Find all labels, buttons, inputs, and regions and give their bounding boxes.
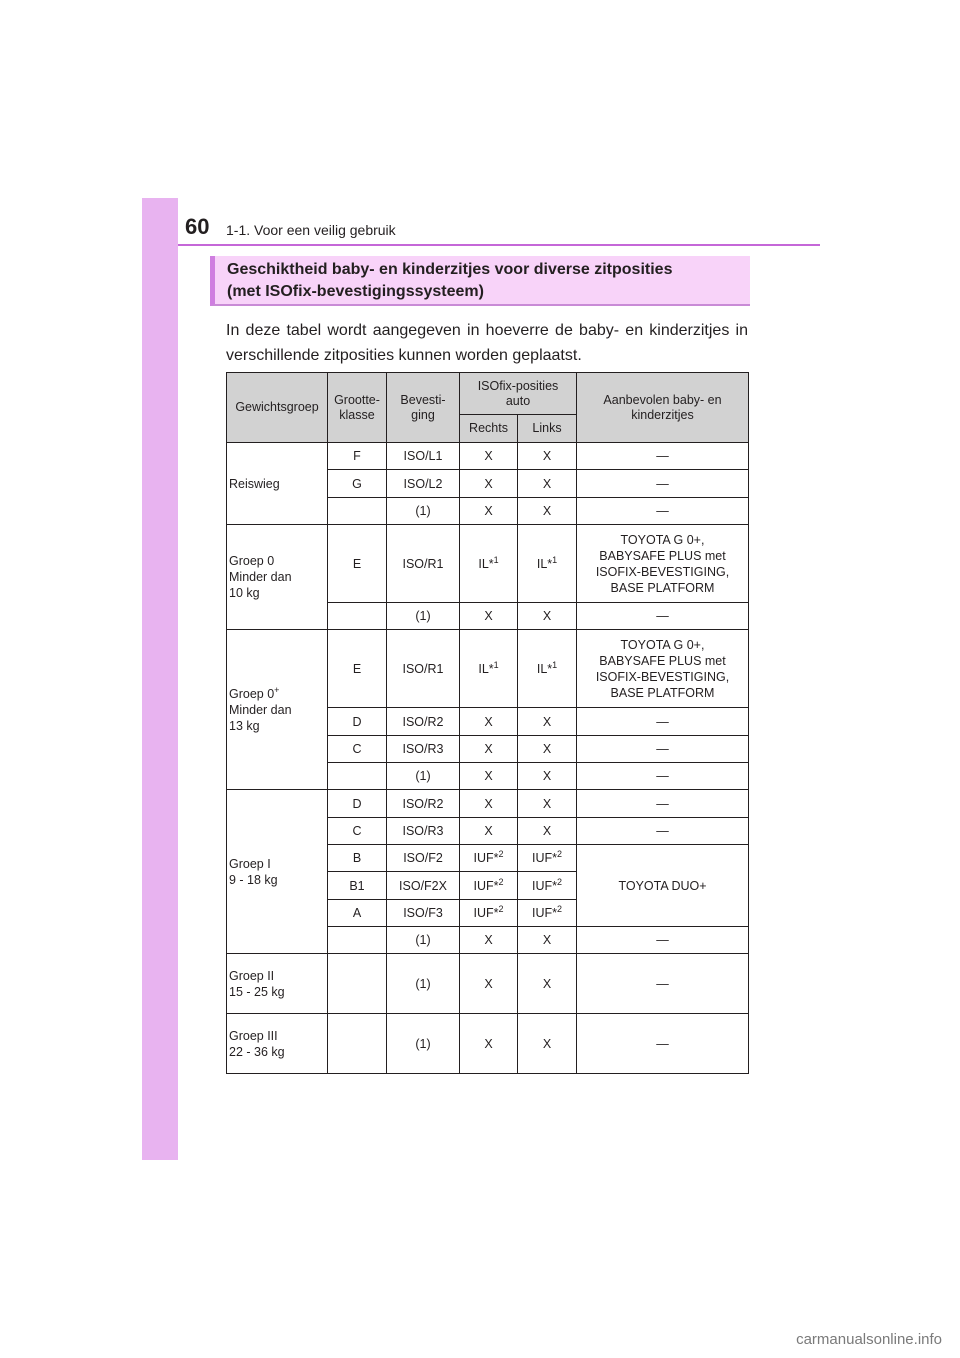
table-cell <box>328 497 387 524</box>
table-cell: ISO/R3 <box>387 817 460 844</box>
table-cell <box>328 603 387 630</box>
table-cell: X <box>460 927 518 954</box>
table-cell: IUF*$^2$ <box>518 845 577 872</box>
table-cell: G <box>328 470 387 497</box>
table-cell: ISO/F3 <box>387 899 460 926</box>
table-cell: X <box>518 708 577 735</box>
table-cell: IUF*$^2$ <box>518 899 577 926</box>
section-title: 1-1. Voor een veilig gebruik <box>226 222 396 238</box>
table-cell: X <box>460 470 518 497</box>
footer-watermark: carmanualsonline.info <box>796 1331 942 1348</box>
group-reiswieg: Reiswieg <box>227 443 328 525</box>
table-cell: — <box>577 443 749 470</box>
table-cell: X <box>518 735 577 762</box>
table-cell: X <box>518 443 577 470</box>
table-cell: X <box>460 790 518 817</box>
table-cell: ISO/L1 <box>387 443 460 470</box>
table-cell: (1) <box>387 763 460 790</box>
table-cell: X <box>518 603 577 630</box>
table-cell: IL*$^1$ <box>518 525 577 603</box>
table-cell: (1) <box>387 603 460 630</box>
page-number: 60 <box>185 214 210 239</box>
table-cell: X <box>460 1014 518 1074</box>
table-cell: E <box>328 630 387 708</box>
table-cell: X <box>460 954 518 1014</box>
table-cell: IL*$^1$ <box>460 525 518 603</box>
table-cell: X <box>518 470 577 497</box>
group-I: Groep I 9 - 18 kg <box>227 790 328 954</box>
table-cell: X <box>460 763 518 790</box>
recommended-seats: TOYOTA G 0+, BABYSAFE PLUS met ISOFIX-BEVESTIGING, BASE PLATFORM <box>577 525 749 603</box>
table-cell <box>328 927 387 954</box>
table-cell: X <box>518 817 577 844</box>
table-cell: — <box>577 497 749 524</box>
table-cell: X <box>460 497 518 524</box>
group-III: Groep III 22 - 36 kg <box>227 1014 328 1074</box>
table-cell: — <box>577 927 749 954</box>
header-rule <box>178 244 820 246</box>
header-isofix-posities: ISOfix-posities auto <box>460 373 577 415</box>
table-cell: IUF*$^2$ <box>460 845 518 872</box>
table-cell: X <box>518 927 577 954</box>
table-cell: D <box>328 708 387 735</box>
table-cell: (1) <box>387 927 460 954</box>
header-rechts: Rechts <box>460 415 518 443</box>
table-cell: ISO/R2 <box>387 790 460 817</box>
table-cell: C <box>328 735 387 762</box>
table-cell: D <box>328 790 387 817</box>
table-cell: X <box>460 735 518 762</box>
table-cell: — <box>577 735 749 762</box>
header-gewichtsgroep: Gewichtsgroep <box>227 373 328 443</box>
table-cell: X <box>460 603 518 630</box>
table-cell: IL*$^1$ <box>460 630 518 708</box>
table-cell: X <box>518 1014 577 1074</box>
group-II: Groep II 15 - 25 kg <box>227 954 328 1014</box>
header-bevestiging: Bevesti- ging <box>387 373 460 443</box>
table-cell: B1 <box>328 872 387 899</box>
table-cell: ISO/R3 <box>387 735 460 762</box>
recommended-duo: TOYOTA DUO+ <box>577 845 749 927</box>
side-band <box>142 198 178 1160</box>
table-cell: ISO/R1 <box>387 525 460 603</box>
table-cell: — <box>577 817 749 844</box>
header-aanbevolen: Aanbevolen baby- en kinderzitjes <box>577 373 749 443</box>
intro-paragraph: In deze tabel wordt aangegeven in hoeverre de baby- en kinderzitjes in verschillende zitposities kunnen worden geplaatst. <box>226 322 748 364</box>
heading-line-2: (met ISOfix-bevestigingssysteem) <box>227 283 484 300</box>
table-cell: E <box>328 525 387 603</box>
table-row <box>227 954 749 1014</box>
table-cell: IL*$^1$ <box>518 630 577 708</box>
table-cell: (1) <box>387 954 460 1014</box>
table-cell: X <box>460 443 518 470</box>
table-row <box>227 443 749 470</box>
table-cell: — <box>577 790 749 817</box>
table-cell: X <box>460 708 518 735</box>
table-cell <box>328 1014 387 1074</box>
table-cell: F <box>328 443 387 470</box>
table-cell: X <box>460 817 518 844</box>
table-cell: ISO/R1 <box>387 630 460 708</box>
table-cell: IUF*$^2$ <box>518 872 577 899</box>
recommended-seats: TOYOTA G 0+, BABYSAFE PLUS met ISOFIX-BEVESTIGING, BASE PLATFORM <box>577 630 749 708</box>
header-links: Links <box>518 415 577 443</box>
table-cell: X <box>518 954 577 1014</box>
table-cell: C <box>328 817 387 844</box>
header-groottekl: Grootte- klasse <box>328 373 387 443</box>
group-0-plus: Groep 0+ Minder dan 13 kg <box>227 630 328 790</box>
table-row <box>227 630 749 708</box>
table-cell: ISO/R2 <box>387 708 460 735</box>
table-cell: — <box>577 708 749 735</box>
table-cell: ISO/F2 <box>387 845 460 872</box>
section-heading <box>210 256 750 306</box>
heading-line-1: Geschiktheid baby- en kinderzitjes voor diverse zitposities <box>227 261 673 278</box>
table-cell <box>328 954 387 1014</box>
table-cell: — <box>577 603 749 630</box>
table-cell: — <box>577 1014 749 1074</box>
table-cell: — <box>577 763 749 790</box>
table-cell: (1) <box>387 1014 460 1074</box>
table-cell: X <box>518 763 577 790</box>
seat-compatibility-table <box>226 372 749 1074</box>
table-cell: X <box>518 790 577 817</box>
table-cell: B <box>328 845 387 872</box>
table-cell: — <box>577 954 749 1014</box>
table-cell: — <box>577 470 749 497</box>
table-cell: ISO/F2X <box>387 872 460 899</box>
table-row <box>227 525 749 603</box>
table-row <box>227 1014 749 1074</box>
table-cell: IUF*$^2$ <box>460 872 518 899</box>
group-0: Groep 0 Minder dan 10 kg <box>227 525 328 630</box>
table-cell: IUF*$^2$ <box>460 899 518 926</box>
table-cell: ISO/L2 <box>387 470 460 497</box>
table-cell: X <box>518 497 577 524</box>
table-cell: (1) <box>387 497 460 524</box>
table-cell: A <box>328 899 387 926</box>
table-cell <box>328 763 387 790</box>
table-row <box>227 790 749 817</box>
